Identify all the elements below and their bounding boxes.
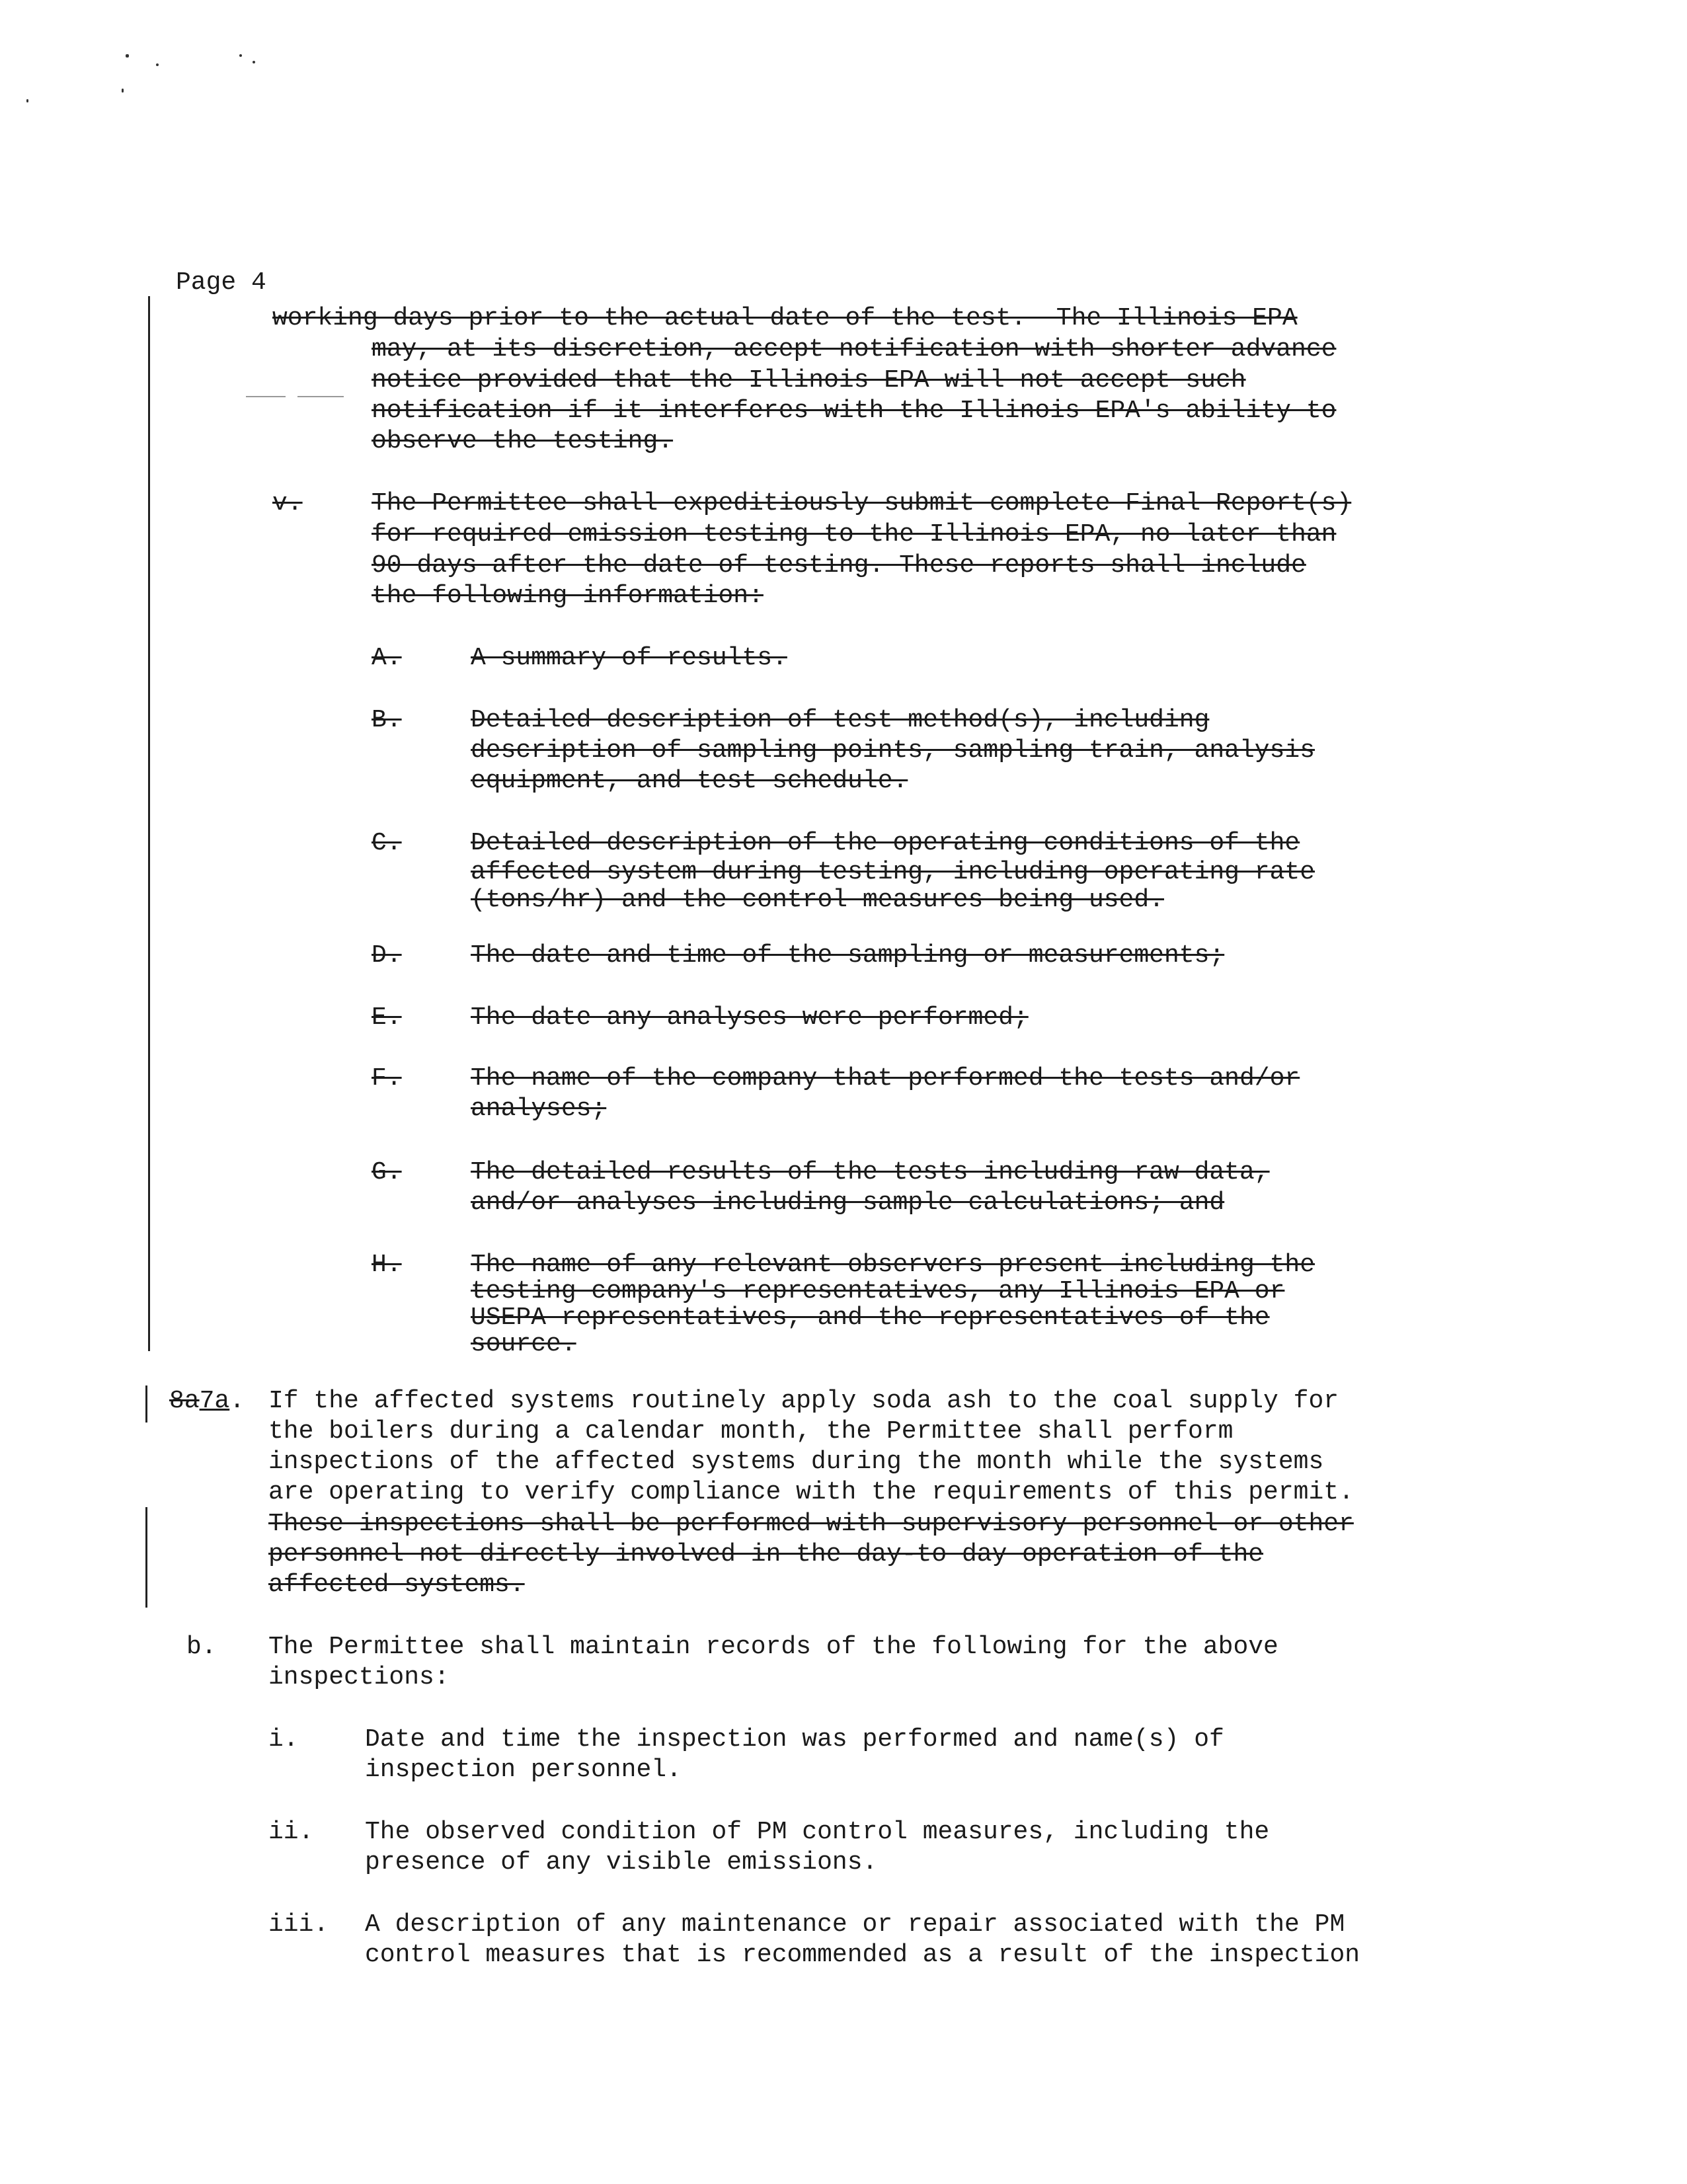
revision-bar — [145, 1507, 147, 1608]
scan-artifact — [246, 396, 286, 397]
struck-line: The Permittee shall expeditiously submit complete Final Report(s) — [372, 489, 1352, 518]
struck-line: The detailed results of the tests including raw data, — [471, 1158, 1270, 1187]
body-line: The observed condition of PM control measures, including the — [365, 1818, 1270, 1846]
struck-line: source. — [471, 1330, 576, 1358]
struck-line: Detailed description of the operating conditions of the — [471, 829, 1300, 857]
list-marker: E. — [372, 1003, 402, 1032]
list-marker: iii. — [268, 1910, 329, 1939]
struck-line: and/or analyses including sample calculations; and — [471, 1189, 1225, 1217]
struck-line: notice provided that the Illinois EPA will not accept such — [372, 366, 1246, 395]
scan-speck — [239, 54, 242, 57]
struck-line: The date any analyses were performed; — [471, 1003, 1029, 1032]
body-line: the boilers during a calendar month, the Permittee shall perform — [268, 1417, 1234, 1446]
body-line: are operating to verify compliance with the requirements of this permit. — [268, 1478, 1354, 1506]
body-line: inspection personnel. — [365, 1756, 682, 1784]
struck-line: analyses; — [471, 1095, 607, 1123]
list-marker: D. — [372, 941, 402, 970]
struck-line: description of sampling points, sampling train, analysis — [471, 736, 1315, 765]
struck-line: may, at its discretion, accept notification with shorter advance — [372, 335, 1337, 364]
body-line: presence of any visible emissions. — [365, 1848, 878, 1877]
body-line: control measures that is recommended as a result of the inspection — [365, 1941, 1360, 1969]
struck-line: affected system during testing, including operating rate — [471, 858, 1315, 886]
struck-line: observe the testing. — [372, 427, 674, 455]
struck-line: The name of the company that performed the tests and/or — [471, 1064, 1300, 1093]
list-marker: G. — [372, 1158, 402, 1187]
list-marker: i. — [268, 1725, 299, 1754]
section-number-period: . — [229, 1387, 245, 1415]
list-marker: B. — [372, 706, 402, 734]
section-number — [169, 1385, 245, 1417]
struck-line: notification if it interferes with the Illinois EPA's ability to — [372, 397, 1337, 425]
struck-line: personnel not directly involved in the day-to day operation of the — [268, 1540, 1264, 1569]
struck-line: for required emission testing to the Illinois EPA, no later than — [372, 520, 1337, 549]
struck-line: These inspections shall be performed with supervisory personnel or other — [268, 1510, 1354, 1538]
body-line: The Permittee shall maintain records of the following for the above — [268, 1633, 1278, 1661]
struck-line: 90 days after the date of testing. These reports shall include — [372, 551, 1306, 580]
list-marker: H. — [372, 1251, 402, 1279]
list-marker: F. — [372, 1064, 402, 1093]
list-marker: A. — [372, 644, 402, 672]
scan-speck — [122, 89, 124, 93]
scan-speck — [253, 61, 255, 63]
scan-speck — [126, 54, 129, 58]
body-line: A description of any maintenance or repair associated with the PM — [365, 1910, 1345, 1939]
scan-speck — [26, 99, 28, 102]
page-number: Page 4 — [176, 268, 266, 297]
struck-line: affected systems. — [268, 1571, 525, 1599]
deleted-section-number: 8a — [169, 1387, 200, 1415]
scan-artifact — [297, 396, 344, 397]
body-line: If the affected systems routinely apply soda ash to the coal supply for — [268, 1387, 1339, 1415]
struck-line: USEPA representatives, and the representatives of the — [471, 1304, 1270, 1332]
list-marker: v. — [272, 489, 303, 518]
body-line: Date and time the inspection was performed and name(s) of — [365, 1725, 1224, 1754]
struck-line: working days prior to the actual date of the test. The Illinois EPA — [272, 304, 1298, 332]
body-line: inspections of the affected systems during the month while the systems — [268, 1448, 1324, 1476]
revision-bar — [145, 1385, 147, 1423]
list-marker: b. — [186, 1633, 217, 1661]
scan-speck — [156, 63, 159, 66]
revision-bar — [148, 296, 150, 1351]
struck-line: the following information: — [372, 582, 764, 610]
struck-line: (tons/hr) and the control measures being used. — [471, 886, 1164, 914]
inserted-section-number: 7a — [199, 1387, 230, 1415]
list-marker: ii. — [268, 1818, 314, 1846]
struck-line: A summary of results. — [471, 644, 787, 672]
struck-line: Detailed description of test method(s), including — [471, 706, 1210, 734]
struck-line: equipment, and test schedule. — [471, 767, 908, 795]
list-marker: C. — [372, 829, 402, 857]
struck-line: testing company's representatives, any Illinois EPA or — [471, 1277, 1285, 1306]
struck-line: The name of any relevant observers present including the — [471, 1251, 1315, 1279]
struck-line: The date and time of the sampling or measurements; — [471, 941, 1225, 970]
body-line: inspections: — [268, 1663, 450, 1692]
